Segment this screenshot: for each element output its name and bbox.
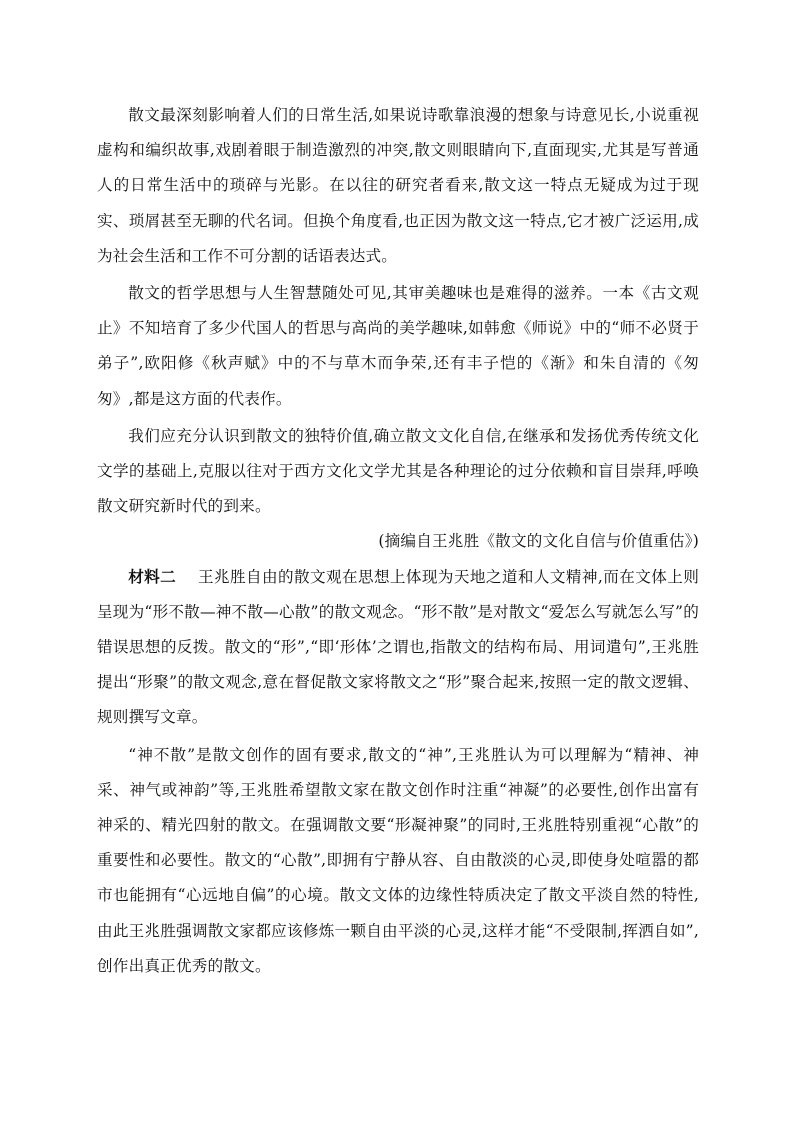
paragraph-cultural-confidence: 我们应充分认识到散文的独特价值,确立散文文化自信,在继承和发扬优秀传统文化文学的基础上,克服以往对于西方文化文学尤其是各种理论的过分依赖和盲目崇拜,呼唤散文研究新时代的到来。 [97, 426, 699, 516]
paragraph-philosophy: 散文的哲学思想与人生智慧随处可见,其审美趣味也是难得的滋养。一本《古文观止》不知培育了多少代国人的哲思与高尚的美学趣味,如韩愈《师说》中的“师不必贤于弟子”,欧阳修《秋声赋》中的不与草木而争荣,还有丰子恺的《渐》和朱自清的《匆匆》,都是这方面的代表作。 [97, 284, 699, 408]
paragraph-material-two [97, 560, 699, 736]
paragraph-spirit: “神不散”是散文创作的固有要求,散文的“神”,王兆胜认为可以理解为“精神、神采、神气或神韵”等,王兆胜希望散文家在散文创作时注重“神凝”的必要性,创作出富有神采的、精光四射的散文。在强调散文要“形凝神聚”的同时,王兆胜特别重视“心散”的重要性和必要性。散文的“心散”,即拥有宁静从容、自由散淡的心灵,即使身处喧嚣的都市也能拥有“心远地自偏”的心境。散文文体的边缘性特质决定了散文平淡自然的特性,由此王兆胜强调散文家都应该修炼一颗自由平淡的心灵,这样才能“不受限制,挥洒自如”,创作出真正优秀的散文。 [97, 745, 699, 975]
document-page [97, 98, 699, 984]
source-citation: (摘编自王兆胜《散文的文化自信与价值重估》) [378, 532, 699, 551]
paragraph-daily-life: 散文最深刻影响着人们的日常生活,如果说诗歌靠浪漫的想象与诗意见长,小说重视虚构和编织故事,戏剧着眼于制造激烈的冲突,散文则眼睛向下,直面现实,尤其是写普通人的日常生活中的琐碎与光影。在以往的研究者看来,散文这一特点无疑成为过于现实、琐屑甚至无聊的代名词。但换个角度看,也正因为散文这一特点,它才被广泛运用,成为社会生活和工作不可分割的话语表达式。 [97, 106, 699, 265]
material-two-text: 王兆胜自由的散文观在思想上体现为天地之道和人文精神,而在文体上则呈现为“形不散—神不散—心散”的散文观念。“形不散”是对散文“爱怎么写就怎么写”的错误思想的反拨。散文的“形”,“即‘形体’之谓也,指散文的结构布局、用词遣句”,王兆胜提出“形聚”的散文观念,意在督促散文家将散文之“形”聚合起来,按照一定的散文逻辑、规则撰写文章。 [97, 567, 699, 727]
material-label: 材料二 [128, 567, 177, 586]
